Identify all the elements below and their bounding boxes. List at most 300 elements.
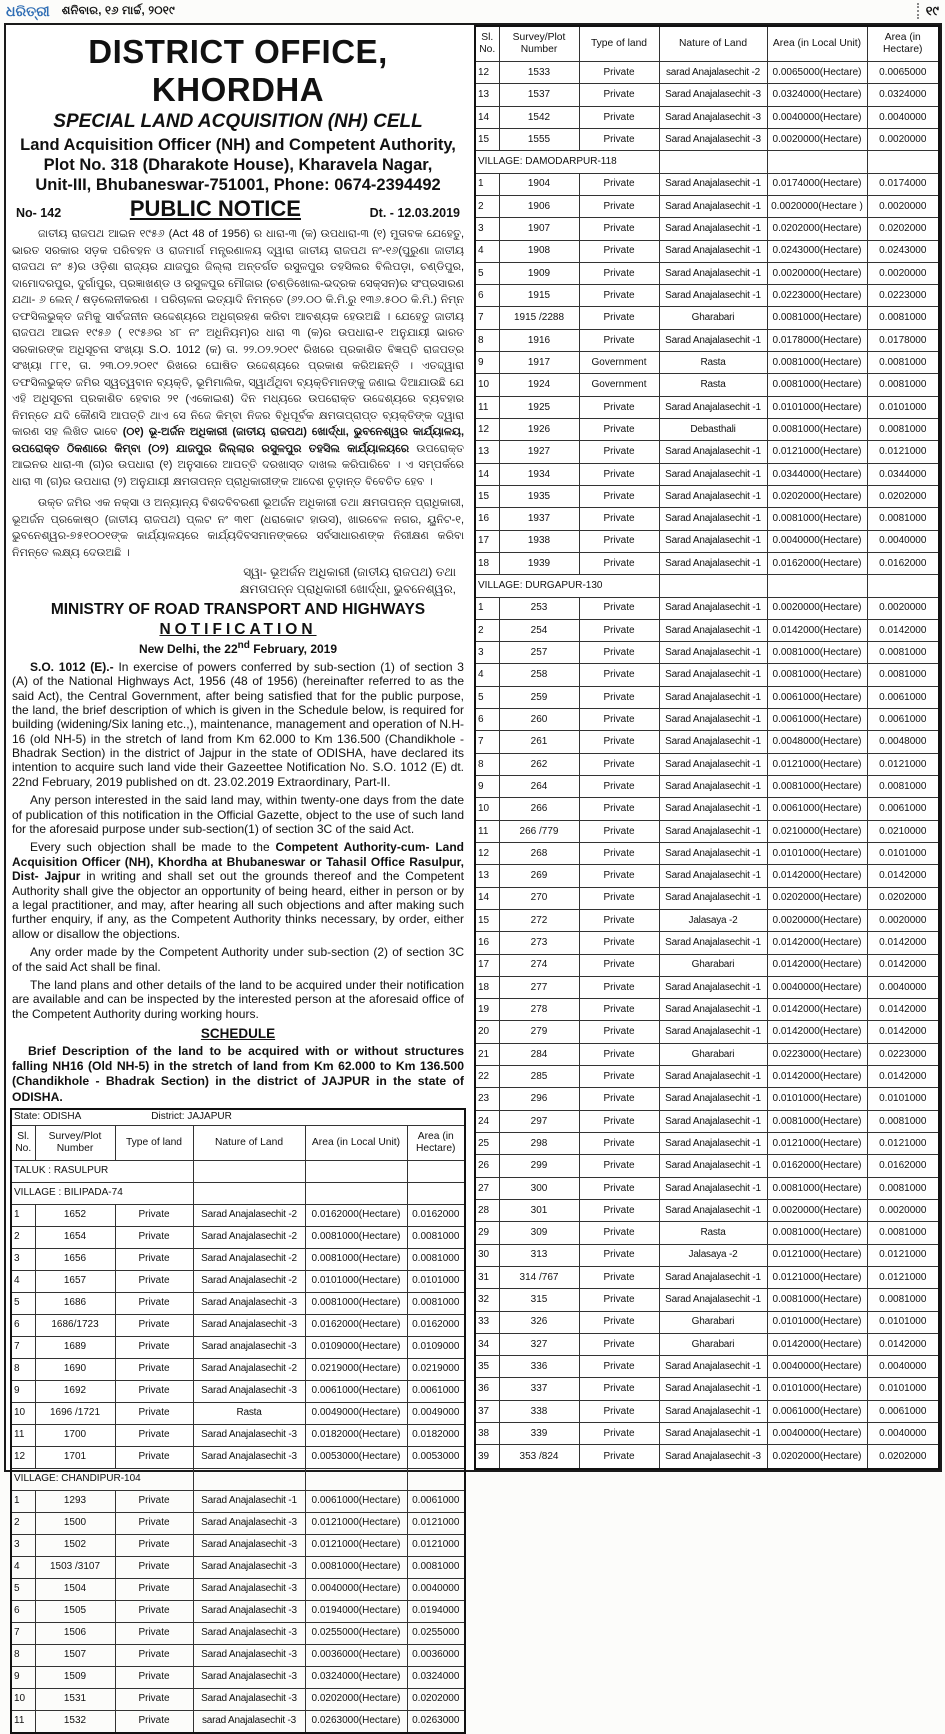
cell-survey: 1934 (499, 463, 579, 485)
cell-type: Private (579, 419, 659, 441)
village-section-row (475, 575, 939, 597)
table-row (11, 1688, 465, 1710)
notification-date-pre: New Delhi, the 22 (138, 641, 238, 656)
table-row (475, 352, 939, 374)
competent-authority-bold: Competent Authority-cum- Land Acquisition Officer (NH), Khordha at Bhubaneswar or Tahasil Office Rasulpur, Dist- Jajpur (12, 840, 464, 884)
cell-survey: 1531 (35, 1688, 115, 1710)
cell-sl: 38 (475, 1423, 499, 1445)
cell-sl: 1 (11, 1204, 35, 1226)
cell-area-local: 0.0202000(Hectare) (767, 218, 867, 240)
cell-area-local: 0.0040000(Hectare) (767, 106, 867, 128)
table-row (475, 1266, 939, 1288)
cell-sl: 10 (475, 374, 499, 396)
schedule-heading: SCHEDULE (200, 1026, 276, 1042)
cell-area-local: 0.0142000(Hectare) (767, 954, 867, 976)
table-row (475, 597, 939, 619)
cell-survey: 296 (499, 1088, 579, 1110)
cell-type: Private (579, 218, 659, 240)
cell-area-local: 0.0081000(Hectare) (767, 776, 867, 798)
cell-sl: 5 (11, 1292, 35, 1314)
cell-sl: 13 (475, 441, 499, 463)
cell-nature: Gharabari (659, 1333, 767, 1355)
table-row (475, 1289, 939, 1311)
cell-area-local: 0.0202000(Hectare) (767, 887, 867, 909)
cell-type: Private (579, 686, 659, 708)
cell-area-hectare: 0.0061000 (867, 798, 939, 820)
table-row (475, 1423, 939, 1445)
cell-sl: 14 (475, 887, 499, 909)
cell-nature: Sarad Anajalasechit -3 (193, 1556, 305, 1578)
table-row (11, 1600, 465, 1622)
column-header-row (475, 26, 939, 62)
cell-survey: 268 (499, 842, 579, 864)
table-row (11, 1578, 465, 1600)
cell-area-local: 0.0101000(Hectare) (767, 1378, 867, 1400)
cell-sl: 31 (475, 1266, 499, 1288)
table-row (475, 106, 939, 128)
cell-type: Private (115, 1204, 193, 1226)
cell-sl: 9 (11, 1666, 35, 1688)
cell-survey: 337 (499, 1378, 579, 1400)
table-row (11, 1622, 465, 1644)
cell-survey: 297 (499, 1110, 579, 1132)
address-line-2: Plot No. 318 (Dharakote House), Kharavela Nagar, (43, 156, 433, 175)
table-row (11, 1336, 465, 1358)
cell-sl: 12 (475, 62, 499, 84)
empty-cell (193, 1182, 305, 1204)
cell-nature: Sarad Anajalasechit -1 (659, 976, 767, 998)
cell-nature: Sarad Anajalasechit -3 (193, 1600, 305, 1622)
table-row (475, 307, 939, 329)
empty-cell (407, 1468, 465, 1490)
right-table-body (475, 62, 939, 1470)
cell-sl: 16 (475, 508, 499, 530)
cell-type: Private (579, 173, 659, 195)
cell-nature: Rasta (659, 352, 767, 374)
cell-survey: 1907 (499, 218, 579, 240)
cell-nature: Sarad Anajalasechit -1 (659, 1110, 767, 1132)
cell-sl: 6 (11, 1314, 35, 1336)
cell-area-local: 0.0142000(Hectare) (767, 932, 867, 954)
column-header-row (11, 1125, 465, 1160)
cell-type: Private (579, 396, 659, 418)
cell-area-hectare: 0.0121000 (867, 441, 939, 463)
cell-sl: 23 (475, 1088, 499, 1110)
cell-area-hectare: 0.0101000 (407, 1270, 465, 1292)
cell-sl: 7 (475, 731, 499, 753)
table-row (475, 932, 939, 954)
cell-sl: 7 (11, 1336, 35, 1358)
cell-nature: Sarad Anajalasechit -1 (659, 865, 767, 887)
table-row (475, 1356, 939, 1378)
cell-type: Private (115, 1578, 193, 1600)
cell-area-local: 0.0109000(Hectare) (305, 1336, 407, 1358)
cell-survey: 353 /824 (499, 1445, 579, 1469)
table-row (475, 1021, 939, 1043)
cell-area-local: 0.0020000(Hectare) (767, 909, 867, 931)
cell-type: Private (579, 1266, 659, 1288)
cell-survey: 270 (499, 887, 579, 909)
cell-nature: Jalasaya -2 (659, 909, 767, 931)
table-row (475, 218, 939, 240)
cell-nature: Sarad Anajalasechit -3 (193, 1622, 305, 1644)
cell-type: Private (579, 1311, 659, 1333)
table-row (475, 798, 939, 820)
table-row (475, 195, 939, 217)
table-row (475, 1311, 939, 1333)
cell-area-local: 0.0020000(Hectare ) (767, 195, 867, 217)
empty-cell (659, 575, 767, 597)
cell-sl: 8 (475, 753, 499, 775)
cell-sl: 10 (11, 1402, 35, 1424)
cell-area-hectare: 0.0081000 (407, 1292, 465, 1314)
cell-survey: 1689 (35, 1336, 115, 1358)
cell-nature: Sarad Anajalasechit -3 (193, 1314, 305, 1336)
cell-survey: 315 (499, 1289, 579, 1311)
cell-survey: 1533 (499, 62, 579, 84)
col-type: Type of land (579, 26, 659, 62)
cell-type: Private (579, 62, 659, 84)
cell-area-local: 0.0081000(Hectare) (767, 1177, 867, 1199)
cell-nature: Sarad Anajalasechit -3 (193, 1578, 305, 1600)
cell-area-hectare: 0.0020000 (867, 597, 939, 619)
cell-nature: Sarad Anajalasechit -1 (659, 1021, 767, 1043)
cell-survey: 269 (499, 865, 579, 887)
cell-type: Private (579, 1133, 659, 1155)
cell-area-hectare: 0.0162000 (407, 1314, 465, 1336)
cell-nature: Gharabari (659, 1311, 767, 1333)
cell-nature: Sarad Anajalasechit -2 (193, 1270, 305, 1292)
cell-survey: 1654 (35, 1226, 115, 1248)
cell-survey: 1532 (35, 1710, 115, 1733)
cell-nature: Sarad Anajalasechit -1 (659, 642, 767, 664)
cell-area-local: 0.0101000(Hectare) (767, 1088, 867, 1110)
cell-area-hectare: 0.0202000 (867, 485, 939, 507)
cell-nature: Sarad Anajalasechit -1 (659, 1423, 767, 1445)
cell-type: Private (579, 664, 659, 686)
empty-cell (407, 1182, 465, 1204)
cell-area-hectare: 0.0202000 (867, 218, 939, 240)
cell-sl: 18 (475, 976, 499, 998)
cell-area-local: 0.0263000(Hectare) (305, 1710, 407, 1733)
table-row (11, 1490, 465, 1512)
cell-area-hectare: 0.0162000 (407, 1204, 465, 1226)
cell-area-local: 0.0344000(Hectare) (767, 463, 867, 485)
cell-nature: Sarad Anajalasechit -1 (659, 1199, 767, 1221)
cell-area-local: 0.0081000(Hectare) (767, 508, 867, 530)
empty-cell (305, 1160, 407, 1182)
cell-sl: 14 (475, 106, 499, 128)
cell-type: Private (579, 1356, 659, 1378)
cell-sl: 36 (475, 1378, 499, 1400)
table-row (475, 664, 939, 686)
cell-area-local: 0.0081000(Hectare) (767, 352, 867, 374)
state-district-cell (11, 1109, 465, 1126)
cell-area-hectare: 0.0182000 (407, 1424, 465, 1446)
cell-nature: Sarad Anajalasechit -2 (193, 1226, 305, 1248)
table-row (475, 976, 939, 998)
cell-sl: 11 (475, 820, 499, 842)
cell-nature: Sarad Anajalasechit -1 (659, 731, 767, 753)
cell-survey: 1500 (35, 1512, 115, 1534)
notification-heading: NOTIFICATION (159, 620, 317, 638)
cell-survey: 1916 (499, 329, 579, 351)
cell-sl: 15 (475, 128, 499, 150)
table-row (475, 1088, 939, 1110)
cell-area-local: 0.0061000(Hectare) (767, 686, 867, 708)
cell-area-hectare: 0.0202000 (407, 1688, 465, 1710)
cell-area-local: 0.0121000(Hectare) (767, 1133, 867, 1155)
cell-area-hectare: 0.0081000 (407, 1226, 465, 1248)
cell-type: Private (579, 909, 659, 931)
cell-area-hectare: 0.0142000 (867, 932, 939, 954)
cell-area-hectare: 0.0061000 (407, 1490, 465, 1512)
cell-nature: Sarad Anajalasechit -1 (659, 1088, 767, 1110)
cell-nature: Sarad Anajalasechit -1 (659, 820, 767, 842)
cell-sl: 19 (475, 999, 499, 1021)
cell-type: Private (579, 887, 659, 909)
cell-area-local: 0.0101000(Hectare) (305, 1270, 407, 1292)
cell-nature: Sarad Anajalasechit -3 (659, 128, 767, 150)
cell-survey: 1908 (499, 240, 579, 262)
cell-sl: 4 (475, 240, 499, 262)
cell-area-local: 0.0020000(Hectare) (767, 128, 867, 150)
cell-survey: 1690 (35, 1358, 115, 1380)
cell-area-hectare: 0.0020000 (867, 909, 939, 931)
cell-nature: Sarad Anajalasechit -1 (659, 842, 767, 864)
cell-nature: Sarad Anajalasechit -1 (659, 530, 767, 552)
cell-area-local: 0.0020000(Hectare) (767, 262, 867, 284)
cell-area-hectare: 0.0020000 (867, 128, 939, 150)
odia-para1-bold: (୦୧) ଭୂ-ଅର୍ଜନ ଅଧିକାରୀ (ଜାତୀୟ ରାଜପଥ) ଖୋର୍ଦ୍ଧା, ଭୁବନେଶ୍ୱର କାର୍ଯ୍ୟାଳୟ, ଉପରୋକ୍ତ ଠିକଣାରେ କିମ୍ବା (୦୨) ଯାଜପୁର ଜିଲ୍ଲାର ରସୁଳପୁର ତହସିଲ କାର୍ଯ୍ୟାଳୟରେ (12, 426, 464, 455)
cell-area-hectare: 0.0121000 (867, 753, 939, 775)
odia-paragraph-2: ଉକ୍ତ ଜମିର ଏକ ନକ୍ସା ଓ ଅନ୍ୟାନ୍ୟ ବିଶଦବିବରଣୀ ଭୂଅର୍ଜନ ଅଧିକାରୀ ତଥା କ୍ଷମତାପନ୍ନ ପ୍ରାଧିକାରୀ, ଭୂଅର୍ଜନ ପ୍ରକୋଷ୍ଠ (ଜାତୀୟ ରାଜପଥ) ପ୍ଲଟ ନଂ ୩୧୮ (ଧରାକୋଟ ହାଉସ), ଖାରବେଳ ନଗର, ୟୁନିଟ-୧, ଭୁବନେଶ୍ୱର-୭୫୧୦୦୧ଙ୍କ କାର୍ଯ୍ୟାଳୟରେ କାର୍ଯ୍ୟଦିବସମାନଙ୍କରେ ସର୍ବସାଧାରଣଙ୍କ ନିରୀକ୍ଷଣ କରିବା ନିମନ୍ତେ ଲକ୍ଷ୍ୟ ଦେଉଅଛି । (12, 497, 464, 559)
cell-area-hectare: 0.0081000 (867, 374, 939, 396)
cell-area-hectare: 0.0202000 (867, 1445, 939, 1469)
cell-sl: 30 (475, 1244, 499, 1266)
cell-nature: Sarad Anajalasechit -1 (659, 552, 767, 574)
odia-para1-pre: ଜାତୀୟ ରାଜପଥ ଆଇନ ୧୯୫୬ (Act 48 of 1956) ର ଧାରା-୩ (କ) ଉପଧାରା-୩ (୧) ମୁତାବକ ଯେହେତୁ, ଭାରତ ସରକାର ସଡ଼କ ପରିବହନ ଓ ରାଜମାର୍ଗ ମନ୍ତ୍ରଣାଳୟ ଦ୍ୱାରା ଜାତୀୟ ରାଜପଥ ନଂ-୧୬(ପୁରୁଣା ଜାତୀୟ ରାଜପଥ ନଂ ୫)ର ଓଡ଼ିଶା ରାଜ୍ୟର ଯାଜପୁର ଜିଲ୍ଲା ଅନ୍ତର୍ଗତ ରସୁଳପୁର ତହସିଲର ବିଲିପଡ଼ା, ଚଣ୍ଡିପୁର, ଦାମୋଦରପୁର, ଦୁର୍ଗାପୁର, ପ୍ରଜ୍ଞାଖଣ୍ଡ ଓ ରସୁଳପୁର ମୌଜାର (ଚଣ୍ଡିଖୋଲ-ଭଦ୍ରକ ସେକ୍ସନ)ର ସଂପ୍ରସାରଣ ଯଥା- ୬ ଲେନ୍ / ଷଡ଼ଲେନୀକରଣ । ପରିଚାଳନା ଇତ୍ୟାଦି ନିମନ୍ତେ (୬୨.୦୦ କି.ମି.ରୁ ୧୩୬.୫୦୦ କି.ମି.) ନିମ୍ନ ତଫସିଲଭୁକ୍ତ ଜମିକୁ ସାର୍ବଜନୀନ ଉଦ୍ଦେଶ୍ୟରେ ଅଧିଗ୍ରହଣ କରିବା ଆବଶ୍ୟକ ହେଉଅଛି । ଯେହେତୁ ଜାତୀୟ ରାଜପଥ ଆଇନ ୧୯୫୬ ( ୧୯୫୬ର ୪୮ ନଂ ଅଧିନିୟମ)ର ଧାରା ୩ (କ)ର ଉପଧାରା-୧ ଅନୁଯାୟୀ ଭାରତ ସରକାରଙ୍କ ଅଧିସୂଚନା ସଂଖ୍ୟା S.O. 1012 (କ) ତା. ୨୨.୦୨.୨୦୧୯ ରିଖରେ ପ୍ରକାଶିତ ବିଜ୍ଞପ୍ତି ରାଜପତ୍ର ସଂଖ୍ୟା ୮୮୧, ତା. ୨୩.୦୨.୨୦୧୯ ରିଖରେ ଘୋଷିତ ଉଦ୍ଦେଶ୍ୟରେ ପ୍ରକାଶ କରିଅଛନ୍ତି । ଏତଦ୍ଦ୍ୱାରା ତଫସିଲଭୁକ୍ତ ଜମିର ସ୍ୱତ୍ୱବାନ ବ୍ୟକ୍ତି, ଭୂମିମାଲିକ, ସ୍ୱାର୍ଥଥିବା ବ୍ୟକ୍ତିମାନଙ୍କୁ ଜଣାଇ ଦିଆଯାଉଛି ଯେ ଏହି ଅଧିସୂଚନା ପ୍ରକାଶିତ ହେବାର ୨୧ (ଏକୋଇଶ) ଦିନ ମଧ୍ୟରେ ଉପରୋକ୍ତ ଉଦ୍ଦେଶ୍ୟରେ ବ୍ୟବହାର ନିମନ୍ତେ ଯଦି କୌଣସି ଆପତ୍ତି ଥାଏ ସେ ନିଜେ କିମ୍ବା ନିଜର ବିଧିପୂର୍ବକ କ୍ଷମତାପ୍ରାପ୍ତ ବ୍ୟକ୍ତିଙ୍କ ଦ୍ୱାରା କାରଣ ସହ ଲିଖିତ ଭାବେ (12, 228, 464, 439)
cell-nature: Rasta (659, 374, 767, 396)
cell-nature: Sarad Anajalasechit -3 (193, 1644, 305, 1666)
cell-survey: 1701 (35, 1446, 115, 1468)
cell-sl: 17 (475, 954, 499, 976)
table-row (475, 530, 939, 552)
cell-survey: 1686 (35, 1292, 115, 1314)
cell-type: Private (579, 106, 659, 128)
table-row (475, 1043, 939, 1065)
table-row (475, 1445, 939, 1469)
cell-area-hectare: 0.0142000 (867, 865, 939, 887)
table-row (475, 753, 939, 775)
cell-survey: 1700 (35, 1424, 115, 1446)
table-row (475, 887, 939, 909)
cell-area-local: 0.0081000(Hectare) (767, 664, 867, 686)
cell-type: Private (579, 1423, 659, 1445)
table-row (475, 1222, 939, 1244)
cell-type: Private (115, 1644, 193, 1666)
cell-nature: Sarad Anajalasechit -1 (659, 1400, 767, 1422)
cell-sl: 22 (475, 1066, 499, 1088)
table-row (475, 999, 939, 1021)
cell-survey: 260 (499, 709, 579, 731)
notification-date (10, 640, 466, 656)
cell-area-local: 0.0040000(Hectare) (305, 1578, 407, 1600)
cell-sl: 6 (475, 709, 499, 731)
p1-text: In exercise of powers conferred by sub-section (1) of section 3 (A) of the National Highways Act, 1956 (48 of 1956) (hereinafter referred to as the said Act), the Central Government, after being satisfied that for the public purpose, the land, the brief description of which is given in the Schedule below, is required for building (widening/Six laning etc.,), maintenance, management and operation of N.H-16 (old NH-5) in the stretch of land from Km 62.000 to Km 136.500 (Chandikhole - Bhadrak Section) in the district of Jajpur in the state of ODISHA, have declared its intention to acquire such land vide their Gazeettee Notification No. S.O. 1012 (E) dt. 22nd February, 2019 published on dt. 23.02.2019 Extraordinary, Part-II. (12, 659, 464, 789)
cell-nature: Sarad Anajalasechit -3 (659, 1445, 767, 1469)
cell-survey: 339 (499, 1423, 579, 1445)
cell-type: Private (115, 1402, 193, 1424)
cell-sl: 13 (475, 865, 499, 887)
table-row (475, 128, 939, 150)
cell-sl: 25 (475, 1133, 499, 1155)
table-row (11, 1248, 465, 1270)
cell-sl: 3 (475, 642, 499, 664)
cell-survey: 1657 (35, 1270, 115, 1292)
page-number: ୧୯ (917, 3, 939, 19)
cell-survey: 1686/1723 (35, 1314, 115, 1336)
cell-survey: 1696 /1721 (35, 1402, 115, 1424)
table-row (475, 619, 939, 641)
cell-type: Private (579, 1177, 659, 1199)
cell-area-hectare: 0.0061000 (407, 1380, 465, 1402)
cell-type: Private (115, 1358, 193, 1380)
cell-area-hectare: 0.0020000 (867, 195, 939, 217)
empty-cell (193, 1160, 305, 1182)
cell-sl: 35 (475, 1356, 499, 1378)
masthead (0, 0, 945, 22)
cell-survey: 1909 (499, 262, 579, 284)
cell-area-hectare: 0.0219000 (407, 1358, 465, 1380)
cell-area-local: 0.0202000(Hectare) (767, 1445, 867, 1469)
cell-area-local: 0.0081000(Hectare) (767, 374, 867, 396)
cell-survey: 261 (499, 731, 579, 753)
cell-area-local: 0.0182000(Hectare) (305, 1424, 407, 1446)
cell-type: Private (579, 262, 659, 284)
cell-area-hectare: 0.0142000 (867, 1333, 939, 1355)
cell-type: Private (115, 1534, 193, 1556)
cell-area-hectare: 0.0101000 (867, 396, 939, 418)
table-row (475, 1244, 939, 1266)
cell-area-hectare: 0.0324000 (407, 1666, 465, 1688)
cell-area-local: 0.0142000(Hectare) (767, 999, 867, 1021)
cell-survey: 1656 (35, 1248, 115, 1270)
cell-sl: 1 (11, 1490, 35, 1512)
so-number: S.O. 1012 (E).- (30, 659, 114, 674)
p3-post: in writing and shall set out the grounds thereof and the Competent Authority shall give the objector an opportunity of being heard, either in person or by a legal practitioner, and may, after hearing all such objections and after making such further enquiry, if any, as the Competent Authority thinks necessary, by order, either allow or disallow the objections. (12, 869, 464, 941)
table-row (475, 731, 939, 753)
cell-type: Private (579, 1199, 659, 1221)
cell-area-local: 0.0121000(Hectare) (305, 1534, 407, 1556)
cell-survey: 327 (499, 1333, 579, 1355)
cell-type: Private (579, 307, 659, 329)
cell-type: Private (115, 1336, 193, 1358)
district-label: District: JAJAPUR (151, 1111, 232, 1123)
cell-survey: 1504 (35, 1578, 115, 1600)
cell-type: Private (579, 776, 659, 798)
col-nature: Nature of Land (659, 26, 767, 62)
cell-survey: 1555 (499, 128, 579, 150)
cell-area-hectare: 0.0036000 (407, 1644, 465, 1666)
cell-area-hectare: 0.0344000 (867, 463, 939, 485)
cell-nature: Jalasaya -2 (659, 1244, 767, 1266)
cell-area-hectare: 0.0142000 (867, 999, 939, 1021)
cell-area-hectare: 0.0202000 (867, 887, 939, 909)
cell-type: Private (115, 1314, 193, 1336)
cell-area-hectare: 0.0061000 (867, 1400, 939, 1422)
cell-nature: Debasthali (659, 419, 767, 441)
cell-type: Private (579, 195, 659, 217)
cell-area-local: 0.0121000(Hectare) (767, 753, 867, 775)
schedule-table-right (474, 25, 940, 1470)
odia-para1-post: ଉପରୋକ୍ତ ଆଇନର ଧାରା-୩ (ଗ)ର ଉପଧାରା (୧) ଅନୁସାରେ ଆପତ୍ତି ଦରଖାସ୍ତ ଦାଖଲ କରିପାରିବେ । ଏ ସମ୍ପର୍କରେ ଧାରା ୩ (ଗ)ର ଉପଧାରା (୨) ଅନୁଯାୟୀ କ୍ଷମତାପନ୍ନ ପ୍ରାଧିକାରୀଙ୍କ ଆଦେଶ ଚୂଡ଼ାନ୍ତ ବିବେଚିତ ହେବ । (12, 442, 464, 488)
cell-area-hectare: 0.0109000 (407, 1336, 465, 1358)
cell-survey: 326 (499, 1311, 579, 1333)
cell-subtitle: SPECIAL LAND ACQUISITION (NH) CELL (53, 111, 423, 132)
table-row (475, 709, 939, 731)
cell-type: Private (579, 285, 659, 307)
cell-area-hectare: 0.0255000 (407, 1622, 465, 1644)
cell-area-hectare: 0.0101000 (867, 1311, 939, 1333)
cell-area-hectare: 0.0061000 (867, 709, 939, 731)
cell-nature: Sarad Anajalasechit -1 (659, 776, 767, 798)
table-row (475, 396, 939, 418)
cell-sl: 9 (475, 776, 499, 798)
cell-area-hectare: 0.0040000 (867, 530, 939, 552)
cell-sl: 33 (475, 1311, 499, 1333)
cell-type: Private (579, 820, 659, 842)
cell-sl: 3 (475, 218, 499, 240)
table-row (475, 686, 939, 708)
empty-cell (767, 575, 867, 597)
cell-area-local: 0.0162000(Hectare) (767, 552, 867, 574)
table-row (475, 1177, 939, 1199)
cell-area-hectare: 0.0040000 (867, 976, 939, 998)
cell-sl: 4 (11, 1270, 35, 1292)
cell-survey: 1935 (499, 485, 579, 507)
signature-block (10, 564, 456, 596)
cell-area-local: 0.0121000(Hectare) (767, 1266, 867, 1288)
table-row (11, 1424, 465, 1446)
cell-sl: 13 (475, 84, 499, 106)
cell-nature: Sarad Anajalasechit -1 (659, 195, 767, 217)
odia-paragraph-1 (12, 226, 464, 490)
cell-survey: 1542 (499, 106, 579, 128)
table-row (11, 1292, 465, 1314)
cell-area-hectare: 0.0020000 (867, 1199, 939, 1221)
cell-survey: 1507 (35, 1644, 115, 1666)
cell-nature: Rasta (193, 1402, 305, 1424)
cell-sl: 28 (475, 1199, 499, 1221)
cell-type: Private (579, 999, 659, 1021)
cell-nature: Sarad Anajalasechit -1 (659, 798, 767, 820)
brief-description: Brief Description of the land to be acquired with or without structures falling NH16 (Old NH-5) in the stretch of land from Km 62.000 to Km 136.500 (Chandikhole - Bhadrak Section) in the district of JAJPUR in the state of ODISHA. (12, 1044, 464, 1104)
cell-survey: 1926 (499, 419, 579, 441)
cell-area-local: 0.0036000(Hectare) (305, 1644, 407, 1666)
cell-area-local: 0.0202000(Hectare) (305, 1688, 407, 1710)
cell-type: Private (579, 128, 659, 150)
cell-sl: 7 (475, 307, 499, 329)
cell-type: Private (579, 597, 659, 619)
cell-area-hectare: 0.0061000 (867, 686, 939, 708)
cell-area-local: 0.0081000(Hectare) (767, 307, 867, 329)
cell-nature: Sarad Anajalasechit -1 (659, 1378, 767, 1400)
cell-area-local: 0.0061000(Hectare) (767, 709, 867, 731)
cell-type: Private (579, 976, 659, 998)
cell-survey: 299 (499, 1155, 579, 1177)
cell-sl: 24 (475, 1110, 499, 1132)
